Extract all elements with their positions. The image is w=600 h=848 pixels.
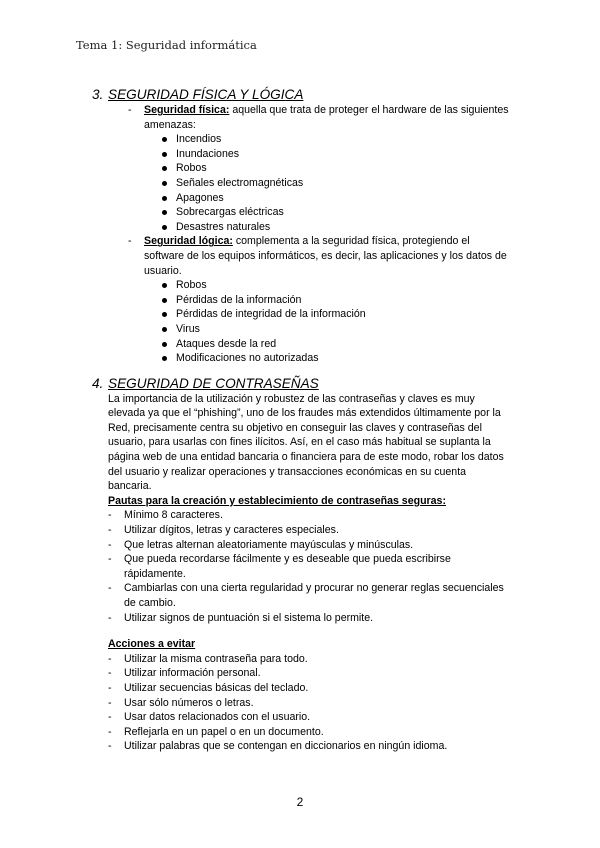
section-4-heading	[92, 375, 512, 392]
list-item	[108, 696, 512, 711]
section-3-heading	[92, 86, 512, 103]
dash-marker: -	[108, 509, 112, 522]
dash-marker: -	[108, 582, 112, 595]
list-item	[108, 523, 512, 538]
list-item-text: Utilizar información personal.	[124, 667, 261, 680]
list-item-text: Mínimo 8 caracteres.	[124, 509, 223, 522]
term-description: aquella que trata de proteger el hardware de las siguientes amenazas:	[144, 104, 509, 131]
bullet-item: Apagones	[162, 191, 512, 206]
list-item-text: Que letras alternan aleatoriamente mayúsculas y minúsculas.	[124, 538, 414, 551]
list-item	[108, 666, 512, 681]
bullet-item: Inundaciones	[162, 147, 512, 162]
bullet-item: Pérdidas de la información	[162, 293, 512, 308]
section-number: 3.	[92, 87, 104, 102]
list-item-text: Utilizar secuencias básicas del teclado.	[124, 681, 309, 694]
page-header: Tema 1: Seguridad informática	[76, 38, 257, 52]
physical-threats-list	[128, 132, 512, 234]
list-item	[108, 538, 512, 553]
list-item	[108, 681, 512, 696]
dash-marker: -	[128, 235, 132, 248]
list-item	[108, 611, 512, 626]
pautas-heading: Pautas para la creación y establecimiento de contraseñas seguras:	[108, 494, 446, 507]
bullet-item: Virus	[162, 322, 512, 337]
intro-paragraph: La importancia de la utilización y robustez de las contraseñas y claves es muy elevada ya que el “phishing”, uno de los fraudes más extendidos últimamente por la Red, precisamente centra su objetivo en conseguir las claves y contraseñas del usuario, para usarlas con fines ilícitos. Así, en el caso más habitual se suplanta la página web de una entidad bancaria o financiera para de este modo, robar los datos del usuario y realizar operaciones y transacciones económicas en su cuenta bancaria.	[108, 392, 504, 493]
dash-marker: -	[128, 104, 132, 116]
dash-marker: -	[108, 524, 112, 537]
list-item	[108, 710, 512, 725]
list-item-text: Utilizar la misma contraseña para todo.	[124, 652, 308, 665]
page-number: 2	[296, 795, 304, 809]
list-item-text: Utilizar signos de puntuación si el sistema lo permite.	[124, 611, 374, 624]
pautas-list	[108, 508, 512, 625]
term-label: Seguridad física:	[144, 104, 230, 116]
dash-marker: -	[108, 611, 112, 624]
bullet-item: Modificaciones no autorizadas	[162, 351, 512, 366]
bullet-item: Ataques desde la red	[162, 337, 512, 352]
bullet-item: Robos	[162, 278, 512, 293]
term-description: complementa a la seguridad física, protegiendo el software de los equipos informáticos, es decir, las aplicaciones y los datos de usuario.	[144, 235, 507, 277]
list-item-text: Reflejarla en un papel o en un documento.	[124, 725, 324, 738]
section-number: 4.	[92, 375, 104, 391]
list-item	[108, 508, 512, 523]
list-item-text: Usar sólo números o letras.	[124, 696, 254, 709]
list-item-text: Usar datos relacionados con el usuario.	[124, 711, 311, 724]
list-item	[108, 652, 512, 667]
bullet-item: Desastres naturales	[162, 220, 512, 235]
bullet-item: Pérdidas de integridad de la información	[162, 307, 512, 322]
dash-marker: -	[108, 711, 112, 724]
list-item	[108, 725, 512, 740]
list-item-text: Cambiarlas con una cierta regularidad y procurar no generar reglas secuenciales de cambio.	[124, 582, 504, 609]
list-item-text: Utilizar palabras que se contengan en diccionarios en ningún idioma.	[124, 740, 448, 753]
acciones-heading: Acciones a evitar	[108, 638, 196, 651]
page-content	[92, 86, 512, 754]
bullet-item: Señales electromagnéticas	[162, 176, 512, 191]
section-title: SEGURIDAD DE CONTRASEÑAS	[108, 375, 319, 391]
dash-marker: -	[108, 538, 112, 551]
list-item	[108, 739, 512, 754]
list-item	[128, 103, 512, 132]
list-item	[108, 552, 512, 581]
bullet-item: Robos	[162, 161, 512, 176]
physical-security-block	[128, 103, 512, 366]
list-item-text: Utilizar dígitos, letras y caracteres especiales.	[124, 524, 339, 537]
logical-threats-list	[128, 278, 512, 366]
bullet-item: Incendios	[162, 132, 512, 147]
dash-marker: -	[108, 667, 112, 680]
list-item	[108, 581, 512, 610]
dash-marker: -	[108, 740, 112, 753]
dash-marker: -	[108, 696, 112, 709]
dash-marker: -	[108, 681, 112, 694]
dash-marker: -	[108, 652, 112, 665]
bullet-item: Sobrecargas eléctricas	[162, 205, 512, 220]
dash-marker: -	[108, 553, 112, 566]
list-item-text: Que pueda recordarse fácilmente y es deseable que pueda escribirse rápidamente.	[124, 553, 451, 580]
list-item	[128, 234, 512, 278]
acciones-list	[108, 652, 512, 754]
section-title: SEGURIDAD FÍSICA Y LÓGICA	[108, 87, 304, 102]
dash-marker: -	[108, 725, 112, 738]
term-label: Seguridad lógica:	[144, 235, 233, 248]
